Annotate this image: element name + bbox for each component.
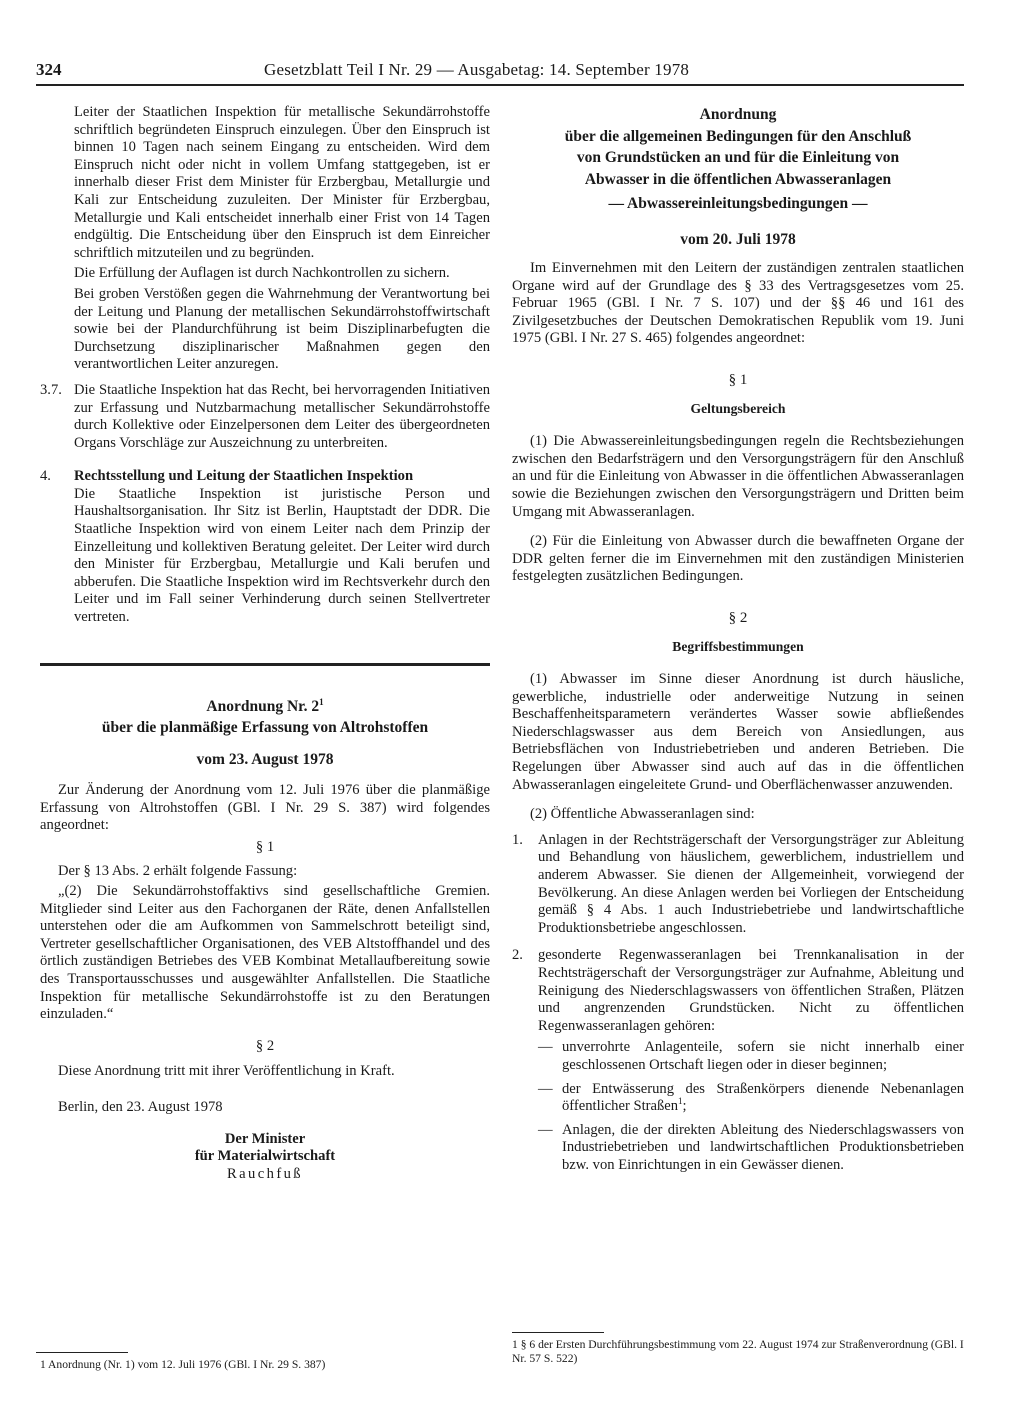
list-number: 1. <box>512 831 523 848</box>
left-column <box>40 104 490 1183</box>
list-item <box>512 947 964 1174</box>
header-rule <box>36 84 964 86</box>
section-2-text: Diese Anordnung tritt mit ihrer Veröffentlichung in Kraft. <box>58 1063 395 1080</box>
section-1-title: Geltungsbereich <box>690 400 786 416</box>
ordinance-title: Anordnung Nr. $2^1$ <box>206 696 324 715</box>
item-heading: Rechtsstellung und Leitung der Staatlichen Inspektion <box>74 468 414 485</box>
list-text: gesonderte Regenwasseranlagen bei Trennkanalisation in der Rechtsträgerschaft der Versorgungsträger zur Aufnahme, Ableitung und Reinigung des Niederschlagswassers von öffentlichen Straßen, Plätzen und angrenzenden Grundstücken. Nicht zu öffentlichen Regenwasseranlagen gehören: <box>538 947 964 1034</box>
anordnung-title-line: von Grundstücken an und für die Einleitung von <box>576 149 900 166</box>
list-item <box>512 832 964 938</box>
section-1-quote: „(2) Die Sekundärrohstoffaktivs sind gesellschaftliche Gremien. Mitglieder sind Leiter aus den Fachorganen der Räte, denen Anfallstellen unterstehen oder die am Aufkommen von Sammelschrott beteiligt sind, Vertreter gesellschaftlicher Organisationen, des VEB Altstoffhandel und des örtlich zuständigen Betriebes des VEB Kombinat Metallaufbereitung sowie des Transportausschusses und ausgewählter Anfallstellen. Die Staatliche Inspektion für metallische Sekundärrohstoffe ist zu den Beratungen einzuladen.“ <box>40 883 490 1023</box>
footnote-ref: 1 <box>678 1096 683 1107</box>
right-column <box>512 104 964 1185</box>
list-text: Anlagen in der Rechtsträgerschaft der Versorgungsträger zur Ableitung und Behandlung von häuslichem, gewerblichem, industriellem und anderem Abwasser. Sie dienen der Allgemeinheit, vorwiegend der Bevölkerung. An diese Anlagen werden bei Vorliegen der Entscheidung gemäß § 4 Abs. 1 auch Industriebetriebe und landwirtschaftliche Produktionsbetriebe angeschlossen. <box>538 831 964 936</box>
section-1-line: Der § 13 Abs. 2 erhält folgende Fassung: <box>58 862 298 879</box>
list-number: 2. <box>512 947 523 964</box>
section-1-para-2: (2) Für die Einleitung von Abwasser durch die bewaffneten Organe der DDR gelten ferner die im Einvernehmen mit den zuständigen Ministerien festgelegten zusätzlichen Bedingungen. <box>512 533 964 585</box>
item-4 <box>40 468 490 626</box>
page-header <box>36 60 966 84</box>
paragraph: Bei groben Verstößen gegen die Wahrnehmung der Verantwortung bei der Leitung und Planung der metallischen Sekundärrohstoffwirtschaft sowie bei der Plandurchführung ist beim Disziplinarbefugten die Durchsetzung disziplinarischer Maßnahmen gegen den verantwortlichen Leiter anzuregen. <box>74 285 490 373</box>
footnote-left: 1 Anordnung (Nr. 1) vom 12. Juli 1976 (GBl. I Nr. 29 S. 387) <box>40 1358 326 1371</box>
dash-item: — unverrohrte Anlagenteile, sofern sie nicht innerhalb einer geschlossenen Ortschaft liegen oder in dieser beginnen; <box>538 1039 964 1073</box>
item-number: 4. <box>40 468 51 485</box>
section-2-para-2: (2) Öffentliche Abwasseranlagen sind: <box>530 806 755 823</box>
abwasseranlagen-list <box>512 832 964 1175</box>
intro-paragraph: Leiter der Staatlichen Inspektion für metallische Sekundärrohstoffe schriftlich begründeten Einspruch einzulegen. Über den Einspruch ist binnen 10 Tagen nach seinem Eingang zu entscheiden. Wird dem Einspruch nicht oder nicht in vollem Umfang stattgegeben, ist er innerhalb dieser Frist dem Minister für Erzbergbau, Metallurgie und Kali zur Entscheidung zuzuleiten. Der Minister für Erzbergbau, Metallurgie und Kali entscheidet innerhalb einer Frist von 14 Tagen endgültig. Die Entscheidung über den Einspruch ist dem Einreicher schriftlich mitzuteilen und zu begründen. <box>74 104 490 261</box>
footnote-rule-right <box>512 1332 604 1333</box>
item-3-7 <box>40 382 490 452</box>
anordnung-date: vom 20. Juli 1978 <box>680 230 796 248</box>
dash-text: der Entwässerung des Straßenkörpers dienende Nebenanlagen öffentlicher Straßen <box>562 1080 964 1115</box>
signer-name: Rauchfuß <box>227 1165 303 1182</box>
section-1-label: § 1 <box>728 371 748 388</box>
place-date: Berlin, den 23. August 1978 <box>58 1099 223 1116</box>
footnote-rule-left <box>36 1352 128 1353</box>
anordnung-title-line: über die allgemeinen Bedingungen für den Anschluß <box>564 127 912 145</box>
ordinance-date: vom 23. August 1978 <box>196 750 334 768</box>
page-number: 324 <box>36 60 62 79</box>
section-2-label: § 2 <box>255 1037 275 1054</box>
section-divider <box>40 663 490 666</box>
footnote-right: 1 § 6 der Ersten Durchführungsbestimmung vom 22. August 1974 zur Straßenverordnung (GBl. I Nr. 57 S. 522) <box>512 1338 964 1365</box>
running-head: Gesetzblatt Teil I Nr. 29 — Ausgabetag: 14. September 1978 <box>264 60 690 79</box>
paragraph: Die Erfüllung der Auflagen ist durch Nachkontrollen zu sichern. <box>74 265 450 282</box>
section-2-title: Begriffsbestimmungen <box>672 638 804 654</box>
dash-text: Anlagen, die der direkten Ableitung des Niederschlagswassers von Industriebetrieben und landwirtschaftlichen Produktionsbetrieben bzw. von Einrichtungen in ein Gewässer dienen. <box>562 1121 964 1173</box>
section-2-para-1: (1) Abwasser im Sinne dieser Anordnung ist durch häusliche, gewerbliche, industrielle oder anderweitige Nutzung in seinen Beschaffenheitsparametern verändertes Wasser sowie abfließendes Niederschlagswasser aus dem Bereich von Ansiedlungen, aus Betriebsflächen von Industriebetrieben und anderen Betrieben. Die Regelungen über Abwasser sind auch auf das in die öffentlichen Abwasseranlagen eingeleitete Grund- und Oberflächenwasser anzuwenden. <box>512 671 964 793</box>
anordnung-short-title: — Abwassereinleitungsbedingungen — <box>608 195 868 212</box>
item-number: 3.7. <box>40 381 62 398</box>
item-text: Die Staatliche Inspektion ist juristische Person und Haushaltsorganisation. Ihr Sitz ist Berlin, Hauptstadt der DDR. Die Staatliche Inspektion wird von einem Leiter nach dem Prinzip der Einzelleitung und kollektiven Beratung geleitet. Der Leiter wird durch den Minister für Erzbergbau, Metallurgie und Kali berufen und abberufen. Die Staatliche Inspektion wird im Rechtsverkehr durch den Leiter und im Fall seiner Verhinderung durch seinen Stellvertreter vertreten. <box>74 485 490 626</box>
ordinance-intro: Zur Änderung der Anordnung vom 12. Juli 1976 über die planmäßige Erfassung von Altrohstoffen (GBl. I Nr. 29 S. 387) wird folgendes angeordnet: <box>40 782 490 834</box>
signer-title: Der Minister <box>224 1130 306 1147</box>
anordnung-title-line: Abwasser in die öffentlichen Abwasseranlagen <box>584 170 892 188</box>
section-1-para-1: (1) Die Abwassereinleitungsbedingungen regeln die Rechtsbeziehungen zwischen den Bedarfsträgern und den Versorgungsträgern für den Anschluß an und für die Einleitung von Abwasser in die öffentlichen Abwasseranlagen sowie die Beziehungen zwischen den Versorgungsträgern und Dritten beim Umgang mit Abwasseranlagen. <box>512 433 964 520</box>
footnote-ref: 1 <box>319 696 324 707</box>
section-2-label: § 2 <box>728 609 748 626</box>
signer-office: für Materialwirtschaft <box>194 1148 336 1165</box>
section-1-label: § 1 <box>255 838 275 855</box>
dash-text: unverrohrte Anlagenteile, sofern sie nicht innerhalb einer geschlossenen Ortschaft liegen oder in dieser beginnen; <box>562 1039 964 1073</box>
dash-item: — Anlagen, die der direkten Ableitung des Niederschlagswassers von Industriebetrieben und landwirtschaftlichen Produktionsbetrieben bzw. von Einrichtungen in ein Gewässer dienen. <box>538 1121 964 1173</box>
anordnung-intro: Im Einvernehmen mit den Leitern der zuständigen zentralen staatlichen Organe wird auf der Grundlage des § 33 des Vertragsgesetzes vom 25. Februar 1965 (GBl. I Nr. 7 S. 107) und der §§ 46 und 161 des Zivilgesetzbuches der Deutschen Demokratischen Republik vom 19. Juni 1975 (GBl. I Nr. 27 S. 465) folgendes angeordnet: <box>512 260 964 347</box>
item-text: Die Staatliche Inspektion hat das Recht, bei hervorragenden Initiativen zur Erfassung und Nutzbarmachung metallischer Sekundärrohstoffe durch Kollektive oder Einzelpersonen dem Leiter des übergeordneten Organs Vorschläge zur Auszeichnung zu unterbreiten. <box>74 381 490 451</box>
ordinance-2-heading <box>40 696 490 771</box>
anordnung-title: Anordnung <box>699 106 777 123</box>
ordinance-subtitle: über die planmäßige Erfassung von Altrohstoffen <box>101 719 429 737</box>
dash-item: — der Entwässerung des Straßenkörpers dienende Nebenanlagen öffentlicher Straßen$^1$; <box>538 1080 964 1115</box>
